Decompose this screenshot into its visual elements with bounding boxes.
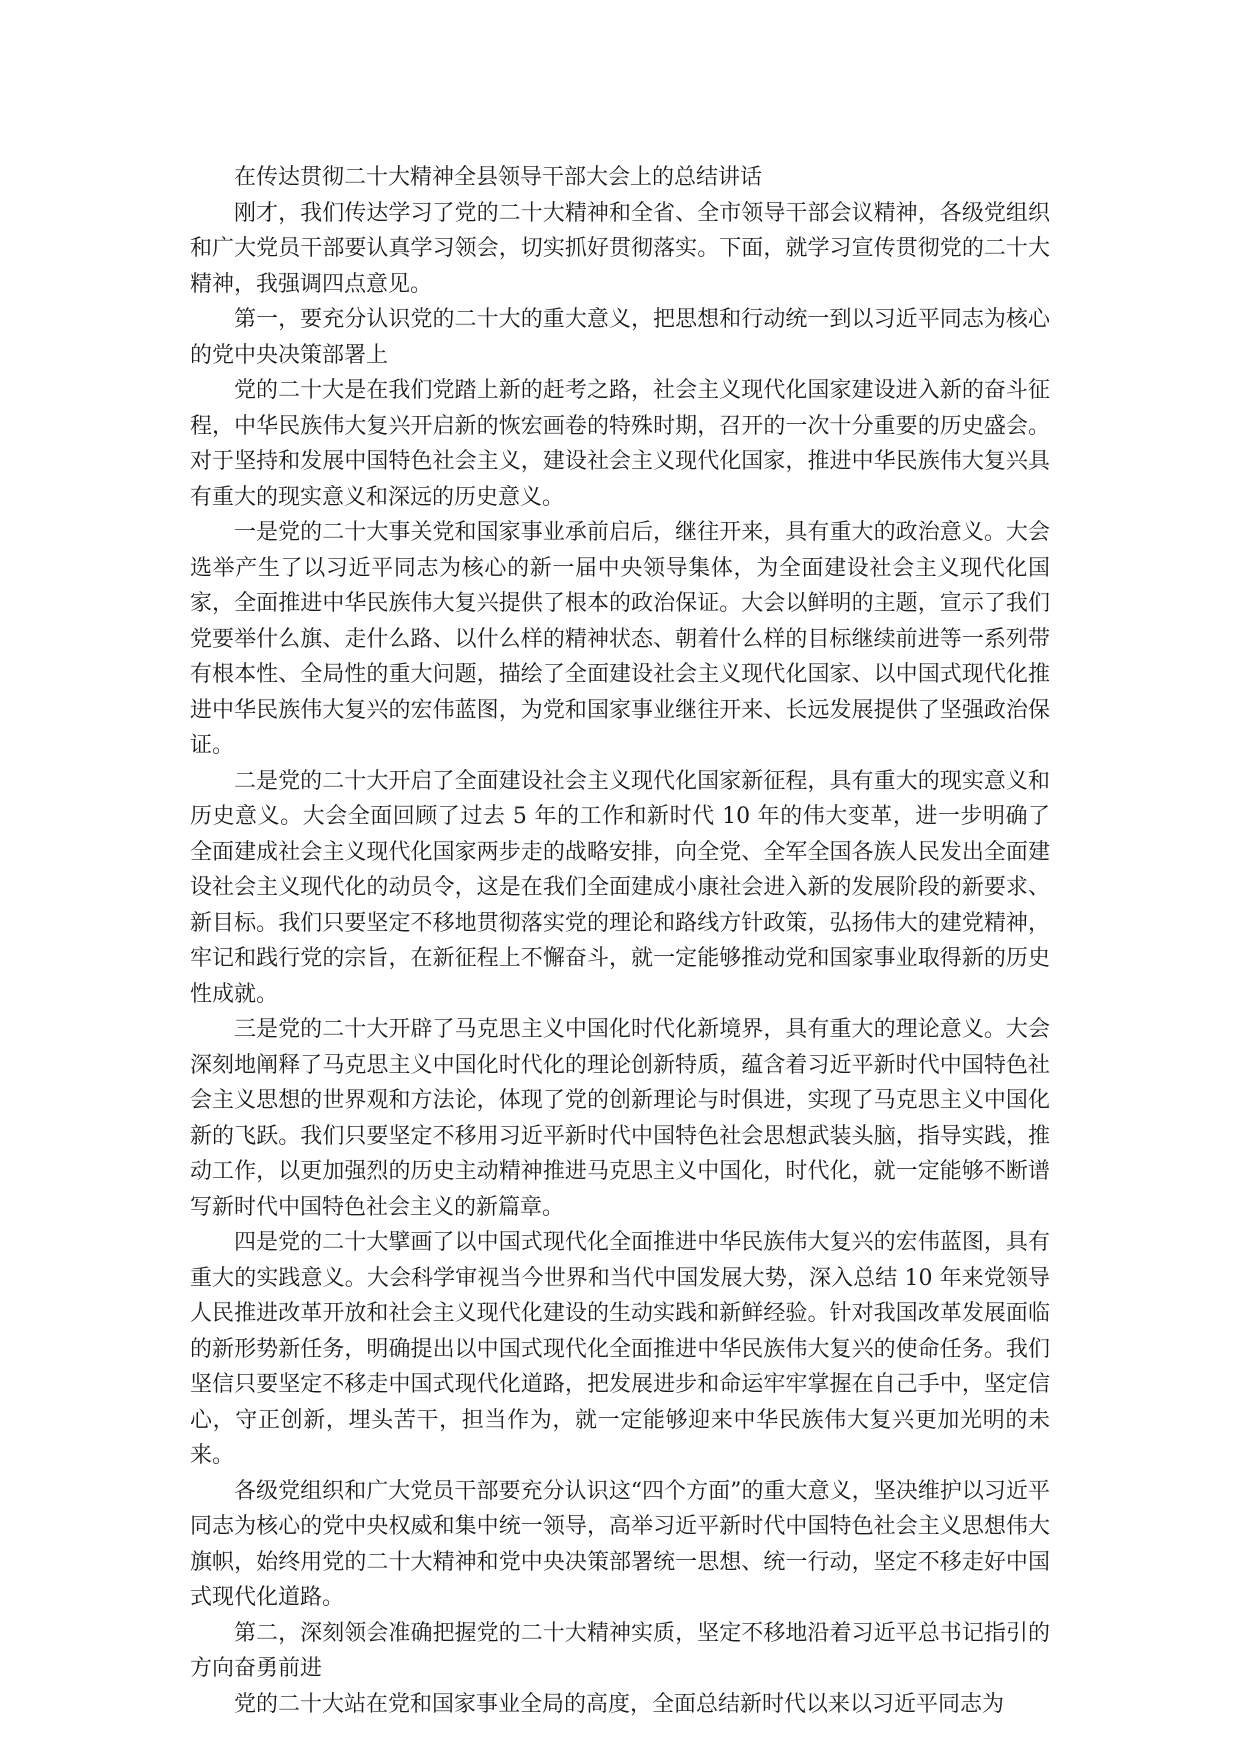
paragraph: 党的二十大站在党和国家事业全局的高度，全面总结新时代以来以习近平同志为 [234,1691,1005,1717]
paragraph-point-two: 二是党的二十大开启了全面建设社会主义现代化国家新征程，具有重大的现实意义和历史意义。大会全面回顾了过去 5 年的工作和新时代 10 年的伟大变革，进一步明确了全面建成社会主义现代化国家两步走的战略安排，向全党、全军全国各族人民发出全面建设社会主义现代化的动员令，这是在我们全面建成小康社会进入新的发展阶段的新要求、新目标。我们只要坚定不移地贯彻落实党的理论和路线方针政策，弘扬伟大的建党精神，牢记和践行党的宗旨，在新征程上不懈奋斗，就一定能够推动党和国家事业取得新的历史性成就。 [190,768,1050,1007]
paragraph-point-four: 四是党的二十大擘画了以中国式现代化全面推进中华民族伟大复兴的宏伟蓝图，具有重大的实践意义。大会科学审视当今世界和当代中国发展大势，深入总结 10 年来党领导人民推进改革开放和社会主义现代化建设的生动实践和新鲜经验。针对我国改革发展面临的新形势新任务，明确提出以中国式现代化全面推进中华民族伟大复兴的使命任务。我们坚信只要坚定不移走中国式现代化道路，把发展进步和命运牢牢掌握在自己手中，坚定信心，守正创新，埋头苦干，担当作为，就一定能够迎来中华民族伟大复兴更加光明的未来。 [190,1230,1050,1468]
paragraph-point-three: 三是党的二十大开辟了马克思主义中国化时代化新境界，具有重大的理论意义。大会深刻地阐释了马克思主义中国化时代化的理论创新特质，蕴含着习近平新时代中国特色社会主义思想的世界观和方法论，体现了党的创新理论与时俱进，实现了马克思主义中国化新的飞跃。我们只要坚定不移用习近平新时代中国特色社会思想武装头脑，指导实践，推动工作，以更加强烈的历史主动精神推进马克思主义中国化，时代化，就一定能够不断谱写新时代中国特色社会主义的新篇章。 [190,1017,1050,1220]
paragraph: 各级党组织和广大党员干部要充分认识这“四个方面”的重大意义，坚决维护以习近平同志为核心的党中央权威和集中统一领导，高举习近平新时代中国特色社会主义思想伟大旗帜，始终用党的二十大精神和党中央决策部署统一思想、统一行动，坚定不移走好中国式现代化道路。 [190,1478,1050,1610]
document-body [190,160,1050,1722]
section-heading-second: 第二，深刻领会准确把握党的二十大精神实质，坚定不移地沿着习近平总书记指引的方向奋勇前进 [190,1620,1050,1681]
paragraph-intro: 刚才，我们传达学习了党的二十大精神和全省、全市领导干部会议精神，各级党组织和广大党员干部要认真学习领会，切实抓好贯彻落实。下面，就学习宣传贯彻党的二十大精神，我强调四点意见。 [190,200,1050,297]
paragraph: 党的二十大是在我们党踏上新的赶考之路，社会主义现代化国家建设进入新的奋斗征程，中华民族伟大复兴开启新的恢宏画卷的特殊时期，召开的一次十分重要的历史盛会。对于坚持和发展中国特色社会主义，建设社会主义现代化国家，推进中华民族伟大复兴具有重大的现实意义和深远的历史意义。 [190,378,1050,510]
paragraph-point-one: 一是党的二十大事关党和国家事业承前启后，继往开来，具有重大的政治意义。大会选举产生了以习近平同志为核心的新一届中央领导集体，为全面建设社会主义现代化国家，全面推进中华民族伟大复兴提供了根本的政治保证。大会以鲜明的主题，宣示了我们党要举什么旗、走什么路、以什么样的精神状态、朝着什么样的目标继续前进等一系列带有根本性、全局性的重大问题，描绘了全面建设社会主义现代化国家、以中国式现代化推进中华民族伟大复兴的宏伟蓝图，为党和国家事业继往开来、长远发展提供了坚强政治保证。 [190,520,1050,758]
section-heading-first: 第一，要充分认识党的二十大的重大意义，把思想和行动统一到以习近平同志为核心的党中央决策部署上 [190,307,1050,368]
document-title: 在传达贯彻二十大精神全县领导干部大会上的总结讲话 [234,165,763,190]
